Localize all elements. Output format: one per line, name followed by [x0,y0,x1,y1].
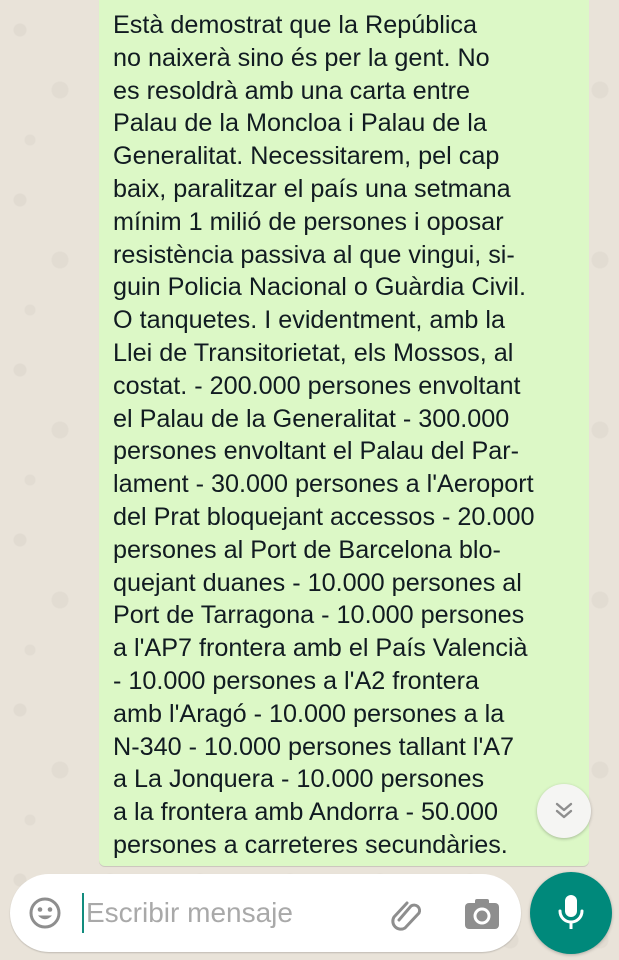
outgoing-message-bubble[interactable] [99,0,589,866]
message-line: costat. - 200.000 persones envoltant [113,371,521,400]
paperclip-icon [387,895,425,933]
message-line: no naixerà sino és per la gent. No [113,43,490,72]
message-line: es resoldrà amb una carta entre [113,76,471,105]
message-line: persones envoltant el Palau del Par- [113,437,520,466]
camera-button[interactable] [462,894,502,934]
message-line: Palau de la Moncloa i Palau de la [113,109,487,138]
camera-icon [464,897,500,931]
message-line: mínim 1 milió de persones i oposar [113,207,504,236]
message-line: del Prat bloquejant accessos - 20.000 [113,502,535,531]
message-text [113,9,575,862]
message-line: a La Jonquera - 10.000 persones [113,765,485,794]
message-line: quejant duanes - 10.000 persones al [113,568,522,597]
message-line: Generalitat. Necessitarem, pel cap [113,142,500,171]
message-line: guin Policia Nacional o Guàrdia Civil. [113,273,526,302]
message-line: persones al Port de Barcelona blo- [113,535,501,564]
emoji-button[interactable] [26,894,64,932]
message-line: resistència passiva al que vingui, si- [113,240,515,269]
message-line: amb l'Aragó - 10.000 persones a la [113,699,505,728]
message-line: a la frontera amb Andorra - 50.000 [113,798,499,827]
scroll-to-bottom-button[interactable] [537,784,591,838]
message-line: baix, paralitzar el país una setmana [113,174,511,203]
message-line: Està demostrat que la República [113,11,478,39]
message-line: el Palau de la Generalitat - 300.000 [113,404,510,433]
double-chevron-down-icon [553,800,575,822]
smiley-icon [28,896,62,930]
message-line: - 10.000 persones a l'A2 frontera [113,666,480,695]
message-line: lament - 30.000 persones a l'Aeroport [113,470,534,499]
message-line: O tanquetes. I evidentment, amb la [113,306,506,335]
message-line: Port de Tarragona - 10.000 persones [113,601,525,630]
voice-message-button[interactable] [530,872,612,954]
message-input[interactable] [84,892,376,934]
microphone-icon [556,893,586,933]
message-line: a l'AP7 frontera amb el País Valencià [113,634,528,663]
message-composer [10,874,521,952]
message-line: Llei de Transitorietat, els Mossos, al [113,338,514,367]
message-line: persones a carreteres secundàries. [113,830,508,859]
attach-button[interactable] [386,894,426,934]
message-line: N-340 - 10.000 persones tallant l'A7 [113,732,515,761]
